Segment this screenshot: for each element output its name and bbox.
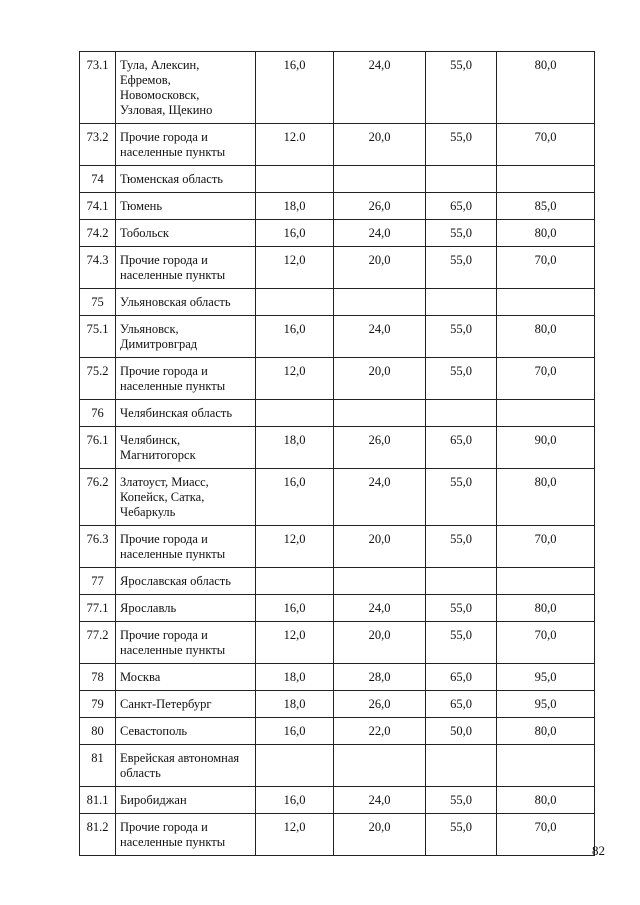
rate-value-cell: 16,0 <box>256 220 334 247</box>
rate-value-cell: 65,0 <box>426 427 497 469</box>
rate-value-cell: 20,0 <box>334 526 426 568</box>
rate-value-cell: 65,0 <box>426 664 497 691</box>
rate-value-cell <box>334 289 426 316</box>
tariff-table <box>79 51 595 856</box>
row-number-cell: 76 <box>80 400 116 427</box>
row-number-cell: 81 <box>80 745 116 787</box>
rate-value-cell <box>497 568 595 595</box>
locality-name-cell: Челябинская область <box>116 400 256 427</box>
rate-value-cell <box>256 745 334 787</box>
rate-value-cell: 95,0 <box>497 664 595 691</box>
rate-value-cell: 26,0 <box>334 691 426 718</box>
rate-value-cell: 55,0 <box>426 469 497 526</box>
table-row <box>80 358 595 400</box>
table-row <box>80 718 595 745</box>
row-number-cell: 73.1 <box>80 52 116 124</box>
rate-value-cell <box>256 289 334 316</box>
row-number-cell: 80 <box>80 718 116 745</box>
locality-name-cell: Санкт-Петербург <box>116 691 256 718</box>
locality-name-cell: Ульяновск, Димитровград <box>116 316 256 358</box>
rate-value-cell: 55,0 <box>426 124 497 166</box>
rate-value-cell <box>497 166 595 193</box>
table-row <box>80 166 595 193</box>
rate-value-cell: 20,0 <box>334 247 426 289</box>
table-row <box>80 400 595 427</box>
locality-name-cell: Ярославская область <box>116 568 256 595</box>
rate-value-cell <box>497 289 595 316</box>
table-row <box>80 526 595 568</box>
table-row <box>80 124 595 166</box>
table-row <box>80 469 595 526</box>
rate-value-cell: 18,0 <box>256 664 334 691</box>
row-number-cell: 74.1 <box>80 193 116 220</box>
rate-value-cell: 20,0 <box>334 358 426 400</box>
rate-value-cell: 12.0 <box>256 124 334 166</box>
table-row <box>80 220 595 247</box>
rate-value-cell: 65,0 <box>426 193 497 220</box>
rate-value-cell: 12,0 <box>256 814 334 856</box>
table-row <box>80 745 595 787</box>
rate-value-cell: 80,0 <box>497 52 595 124</box>
row-number-cell: 75.1 <box>80 316 116 358</box>
table-row <box>80 289 595 316</box>
table-row <box>80 622 595 664</box>
rate-value-cell <box>497 745 595 787</box>
table-row <box>80 595 595 622</box>
row-number-cell: 79 <box>80 691 116 718</box>
locality-name-cell: Прочие города и населенные пункты <box>116 622 256 664</box>
rate-value-cell <box>497 400 595 427</box>
locality-name-cell: Севастополь <box>116 718 256 745</box>
rate-value-cell: 24,0 <box>334 52 426 124</box>
rate-value-cell <box>426 745 497 787</box>
locality-name-cell: Тюмень <box>116 193 256 220</box>
locality-name-cell: Челябинск, Магнитогорск <box>116 427 256 469</box>
rate-value-cell: 16,0 <box>256 52 334 124</box>
rate-value-cell: 26,0 <box>334 427 426 469</box>
locality-name-cell: Тобольск <box>116 220 256 247</box>
locality-name-cell: Прочие города и населенные пункты <box>116 814 256 856</box>
rate-value-cell: 16,0 <box>256 469 334 526</box>
page-number: 82 <box>592 843 605 858</box>
row-number-cell: 76.1 <box>80 427 116 469</box>
rate-value-cell: 26,0 <box>334 193 426 220</box>
rate-value-cell: 16,0 <box>256 595 334 622</box>
rate-value-cell: 85,0 <box>497 193 595 220</box>
row-number-cell: 75.2 <box>80 358 116 400</box>
table-row <box>80 52 595 124</box>
rate-value-cell: 12,0 <box>256 247 334 289</box>
rate-value-cell: 55,0 <box>426 526 497 568</box>
locality-name-cell: Прочие города и населенные пункты <box>116 247 256 289</box>
rate-value-cell: 55,0 <box>426 814 497 856</box>
rate-value-cell: 70,0 <box>497 526 595 568</box>
rate-value-cell: 70,0 <box>497 814 595 856</box>
rate-value-cell: 80,0 <box>497 220 595 247</box>
rate-value-cell <box>334 568 426 595</box>
rate-value-cell <box>256 568 334 595</box>
row-number-cell: 76.2 <box>80 469 116 526</box>
rate-value-cell: 24,0 <box>334 316 426 358</box>
locality-name-cell: Прочие города и населенные пункты <box>116 124 256 166</box>
tariff-table-body <box>80 52 595 856</box>
table-row <box>80 427 595 469</box>
row-number-cell: 77.1 <box>80 595 116 622</box>
rate-value-cell: 70,0 <box>497 247 595 289</box>
rate-value-cell: 18,0 <box>256 193 334 220</box>
rate-value-cell: 28,0 <box>334 664 426 691</box>
locality-name-cell: Златоуст, Миасс, Копейск, Сатка, Чебаркуль <box>116 469 256 526</box>
table-row <box>80 193 595 220</box>
rate-value-cell: 18,0 <box>256 691 334 718</box>
rate-value-cell: 24,0 <box>334 595 426 622</box>
rate-value-cell: 55,0 <box>426 52 497 124</box>
rate-value-cell: 70,0 <box>497 622 595 664</box>
rate-value-cell: 55,0 <box>426 316 497 358</box>
rate-value-cell <box>256 400 334 427</box>
rate-value-cell: 55,0 <box>426 247 497 289</box>
rate-value-cell: 55,0 <box>426 358 497 400</box>
table-row <box>80 664 595 691</box>
rate-value-cell: 16,0 <box>256 316 334 358</box>
rate-value-cell: 24,0 <box>334 220 426 247</box>
rate-value-cell: 20,0 <box>334 814 426 856</box>
row-number-cell: 75 <box>80 289 116 316</box>
table-row <box>80 247 595 289</box>
row-number-cell: 81.2 <box>80 814 116 856</box>
rate-value-cell: 80,0 <box>497 787 595 814</box>
rate-value-cell: 70,0 <box>497 124 595 166</box>
rate-value-cell: 55,0 <box>426 220 497 247</box>
locality-name-cell: Биробиджан <box>116 787 256 814</box>
rate-value-cell <box>334 745 426 787</box>
row-number-cell: 77 <box>80 568 116 595</box>
rate-value-cell: 95,0 <box>497 691 595 718</box>
rate-value-cell: 80,0 <box>497 316 595 358</box>
rate-value-cell: 65,0 <box>426 691 497 718</box>
locality-name-cell: Прочие города и населенные пункты <box>116 358 256 400</box>
rate-value-cell: 55,0 <box>426 595 497 622</box>
rate-value-cell: 24,0 <box>334 469 426 526</box>
rate-value-cell: 16,0 <box>256 718 334 745</box>
rate-value-cell <box>426 400 497 427</box>
rate-value-cell: 50,0 <box>426 718 497 745</box>
table-row <box>80 568 595 595</box>
row-number-cell: 74.2 <box>80 220 116 247</box>
locality-name-cell: Еврейская автономная область <box>116 745 256 787</box>
row-number-cell: 81.1 <box>80 787 116 814</box>
rate-value-cell <box>426 568 497 595</box>
rate-value-cell <box>426 289 497 316</box>
rate-value-cell: 55,0 <box>426 787 497 814</box>
row-number-cell: 73.2 <box>80 124 116 166</box>
rate-value-cell: 80,0 <box>497 595 595 622</box>
row-number-cell: 77.2 <box>80 622 116 664</box>
rate-value-cell: 12,0 <box>256 622 334 664</box>
row-number-cell: 78 <box>80 664 116 691</box>
locality-name-cell: Ярославль <box>116 595 256 622</box>
rate-value-cell: 55,0 <box>426 622 497 664</box>
rate-value-cell: 22,0 <box>334 718 426 745</box>
locality-name-cell: Москва <box>116 664 256 691</box>
locality-name-cell: Тюменская область <box>116 166 256 193</box>
row-number-cell: 74 <box>80 166 116 193</box>
rate-value-cell: 24,0 <box>334 787 426 814</box>
table-row <box>80 691 595 718</box>
rate-value-cell: 12,0 <box>256 526 334 568</box>
rate-value-cell: 20,0 <box>334 124 426 166</box>
rate-value-cell <box>334 166 426 193</box>
row-number-cell: 74.3 <box>80 247 116 289</box>
rate-value-cell <box>256 166 334 193</box>
rate-value-cell: 12,0 <box>256 358 334 400</box>
rate-value-cell: 70,0 <box>497 358 595 400</box>
rate-value-cell: 20,0 <box>334 622 426 664</box>
rate-value-cell <box>426 166 497 193</box>
table-row <box>80 316 595 358</box>
rate-value-cell: 16,0 <box>256 787 334 814</box>
rate-value-cell: 18,0 <box>256 427 334 469</box>
table-row <box>80 814 595 856</box>
rate-value-cell <box>334 400 426 427</box>
rate-value-cell: 80,0 <box>497 718 595 745</box>
row-number-cell: 76.3 <box>80 526 116 568</box>
locality-name-cell: Ульяновская область <box>116 289 256 316</box>
locality-name-cell: Прочие города и населенные пункты <box>116 526 256 568</box>
rate-value-cell: 90,0 <box>497 427 595 469</box>
table-row <box>80 787 595 814</box>
rate-value-cell: 80,0 <box>497 469 595 526</box>
locality-name-cell: Тула, Алексин, Ефремов, Новомосковск, Узловая, Щекино <box>116 52 256 124</box>
